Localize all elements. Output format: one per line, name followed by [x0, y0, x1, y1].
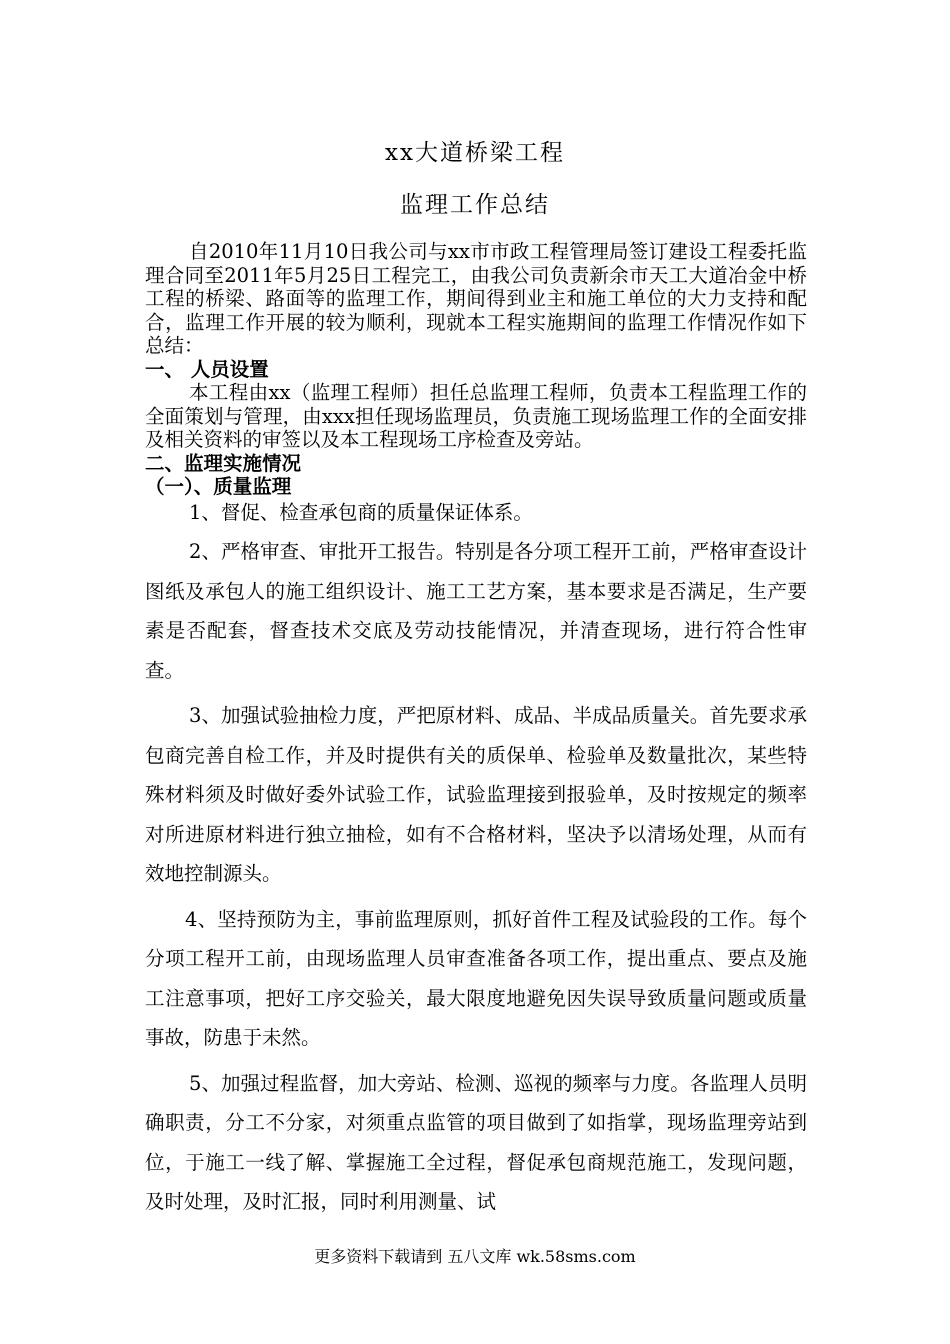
section2-heading: 二、监理实施情况: [145, 451, 302, 475]
subsection1-heading: （一）、质量监理: [145, 475, 292, 498]
title-line1: xx大道桥梁工程: [385, 140, 565, 166]
section1-heading: 一、 人员设置: [145, 357, 269, 381]
item-4: 4、坚持预防为主，事前监理原则，抓好首件工程及试验段的工作。每个分项工程开工前，由现场监理人员审查准备各项工作，提出重点、要点及施工注意事项，把好工序交验关，最大限度地避免因失误导致质量问题或质量事故，防患于未然。: [145, 907, 807, 1049]
item-3: 3、加强试验抽检力度，严把原材料、成品、半成品质量关。首先要求承包商完善自检工作，并及时提供有关的质保单、检验单及数量批次，某些特殊材料须及时做好委外试验工作，试验监理接到报验单，及时按规定的频率对所进原材料进行独立抽检，如有不合格材料，坚决予以清场处理，从而有效地控制源头。: [145, 704, 807, 885]
document-body: [145, 240, 807, 1222]
footer-text: 更多资料下载请到 五八文库 wk.58sms.com: [314, 1247, 636, 1266]
item-1: 1、督促、检查承包商的质量保证体系。: [189, 500, 533, 524]
item-2: 2、严格审查、审批开工报告。特别是各分项工程开工前，严格审查设计图纸及承包人的施工组织设计、施工工艺方案，基本要求是否满足，生产要素是否配套，督查技术交底及劳动技能情况，并清查现场，进行符合性审查。: [145, 540, 807, 682]
intro-paragraph: 自2010年11月10日我公司与xx市市政工程管理局签订建设工程委托监理合同至2011年5月25日工程完工，由我公司负责新余市天工大道冶金中桥工程的桥梁、路面等的监理工作，期间得到业主和施工单位的大力支持和配合，监理工作开展的较为顺利，现就本工程实施期间的监理工作情况作如下总结：: [145, 240, 807, 357]
section1-paragraph: 本工程由xx（监理工程师）担任总监理工程师，负责本工程监理工作的全面策划与管理，由xxx担任现场监理员，负责施工现场监理工作的全面安排及相关资料的审签以及本工程现场工序检查及旁站。: [145, 381, 807, 451]
item-5: 5、加强过程监督，加大旁站、检测、巡视的频率与力度。各监理人员明确职责，分工不分家，对须重点监管的项目做到了如指掌，现场监理旁站到位，于施工一线了解、掌握施工全过程，督促承包商规范施工，发现问题，及时处理，及时汇报，同时利用测量、试: [145, 1071, 807, 1213]
title-line2: 监理工作总结: [400, 192, 550, 218]
